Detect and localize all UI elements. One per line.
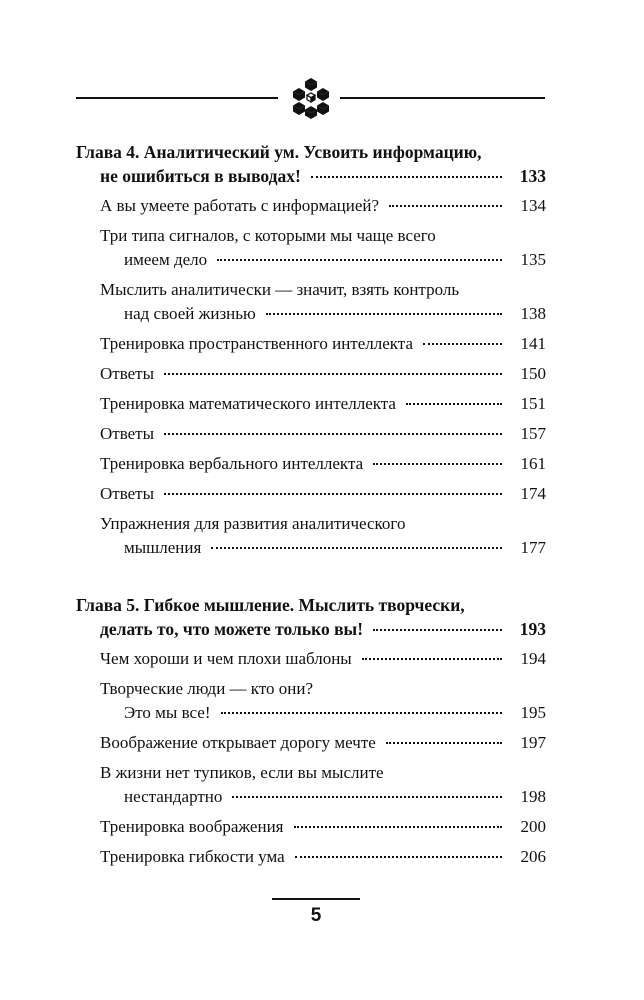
entry-title: А вы умеете работать с информацией? xyxy=(100,196,380,215)
entry-title: Чем хороши и чем плохи шаблоны xyxy=(100,649,352,668)
dot-leader xyxy=(164,493,502,495)
entry-title: нестандартно xyxy=(124,787,223,806)
chapter-heading[interactable] xyxy=(76,140,546,188)
page-number: 135 xyxy=(520,250,546,269)
entry-title: Тренировка воображения xyxy=(100,817,284,836)
toc-entry[interactable] xyxy=(76,452,546,476)
toc-entry[interactable] xyxy=(76,845,546,869)
page-number: 198 xyxy=(520,787,546,806)
dot-leader xyxy=(389,205,502,207)
page-number: 141 xyxy=(520,334,546,353)
entry-title: В жизни нет тупиков, если вы мыслите xyxy=(100,763,384,782)
page-number: 161 xyxy=(520,454,546,473)
footer-rule xyxy=(272,898,360,900)
header-rule-left xyxy=(76,97,278,99)
toc-entry[interactable] xyxy=(76,332,546,356)
dot-leader xyxy=(221,712,503,714)
page-folio: 5 xyxy=(310,905,322,926)
entry-title: Мыслить аналитически — значит, взять контроль xyxy=(100,280,460,299)
page-number: 150 xyxy=(520,364,546,383)
entry-title: Это мы все! xyxy=(124,703,211,722)
chapter-title-line xyxy=(76,617,546,641)
toc-entry[interactable] xyxy=(76,482,546,506)
page-number: 138 xyxy=(520,304,546,323)
header-rule-right xyxy=(340,97,545,99)
toc-entry[interactable] xyxy=(76,815,546,839)
entry-title: над своей жизнью xyxy=(124,304,256,323)
chapter-heading[interactable] xyxy=(76,593,546,641)
page-number: 194 xyxy=(520,649,546,668)
toc-entry[interactable] xyxy=(76,677,546,725)
entry-title: Три типа сигналов, с которыми мы чаще всего xyxy=(100,226,436,245)
page-number: 193 xyxy=(519,619,546,639)
entry-title: мышления xyxy=(124,538,202,557)
page-number: 195 xyxy=(520,703,546,722)
dot-leader xyxy=(311,176,502,178)
entry-title: Ответы xyxy=(100,364,155,383)
entry-title: Ответы xyxy=(100,484,155,503)
entry-title: Творческие люди — кто они? xyxy=(100,679,314,698)
page-number: 133 xyxy=(519,166,546,186)
chapter-title-line xyxy=(76,593,546,617)
entry-title: Тренировка вербального интеллекта xyxy=(100,454,364,473)
toc-entry[interactable] xyxy=(76,731,546,755)
toc-chapter-5 xyxy=(76,593,546,875)
dot-leader xyxy=(373,463,502,465)
chapter-title-text: делать то, что можете только вы! xyxy=(100,619,364,639)
toc-chapter-4 xyxy=(76,140,546,566)
dot-leader xyxy=(211,547,502,549)
toc-entry[interactable] xyxy=(76,278,546,326)
dot-leader xyxy=(386,742,502,744)
entry-title: Тренировка математического интеллекта xyxy=(100,394,396,413)
toc-entry[interactable] xyxy=(76,362,546,386)
toc-entry[interactable] xyxy=(76,224,546,272)
toc-entry[interactable] xyxy=(76,392,546,416)
entry-title: Тренировка гибкости ума xyxy=(100,847,285,866)
toc-entry[interactable] xyxy=(76,422,546,446)
dot-leader xyxy=(406,403,502,405)
page-number: 134 xyxy=(520,196,546,215)
dot-leader xyxy=(232,796,502,798)
chapter-title-text: не ошибиться в выводах! xyxy=(100,166,301,186)
toc-entry[interactable] xyxy=(76,761,546,809)
entry-title: Упражнения для развития аналитического xyxy=(100,514,406,533)
chapter-title-line xyxy=(76,164,546,188)
page-number: 157 xyxy=(520,424,546,443)
hexagon-cube-ornament-icon xyxy=(289,76,333,120)
dot-leader xyxy=(373,629,502,631)
toc-entry[interactable] xyxy=(76,194,546,218)
toc-entry[interactable] xyxy=(76,512,546,560)
toc-entry[interactable] xyxy=(76,647,546,671)
dot-leader xyxy=(294,826,503,828)
entry-title: имеем дело xyxy=(124,250,208,269)
entry-title: Воображение открывает дорогу мечте xyxy=(100,733,376,752)
entry-title: Тренировка пространственного интеллекта xyxy=(100,334,413,353)
page-number: 206 xyxy=(520,847,546,866)
page-number: 177 xyxy=(520,538,546,557)
dot-leader xyxy=(295,856,502,858)
page-number: 200 xyxy=(520,817,546,836)
dot-leader xyxy=(164,433,502,435)
dot-leader xyxy=(423,343,502,345)
chapter-title-text: Глава 4. Аналитический ум. Усвоить информацию, xyxy=(76,142,482,162)
page-number: 151 xyxy=(520,394,546,413)
dot-leader xyxy=(266,313,502,315)
page-number: 174 xyxy=(520,484,546,503)
entry-title: Ответы xyxy=(100,424,155,443)
chapter-title-text: Глава 5. Гибкое мышление. Мыслить творчески, xyxy=(76,595,465,615)
dot-leader xyxy=(164,373,502,375)
dot-leader xyxy=(217,259,502,261)
dot-leader xyxy=(362,658,502,660)
page-number: 197 xyxy=(520,733,546,752)
chapter-title-line xyxy=(76,140,546,164)
